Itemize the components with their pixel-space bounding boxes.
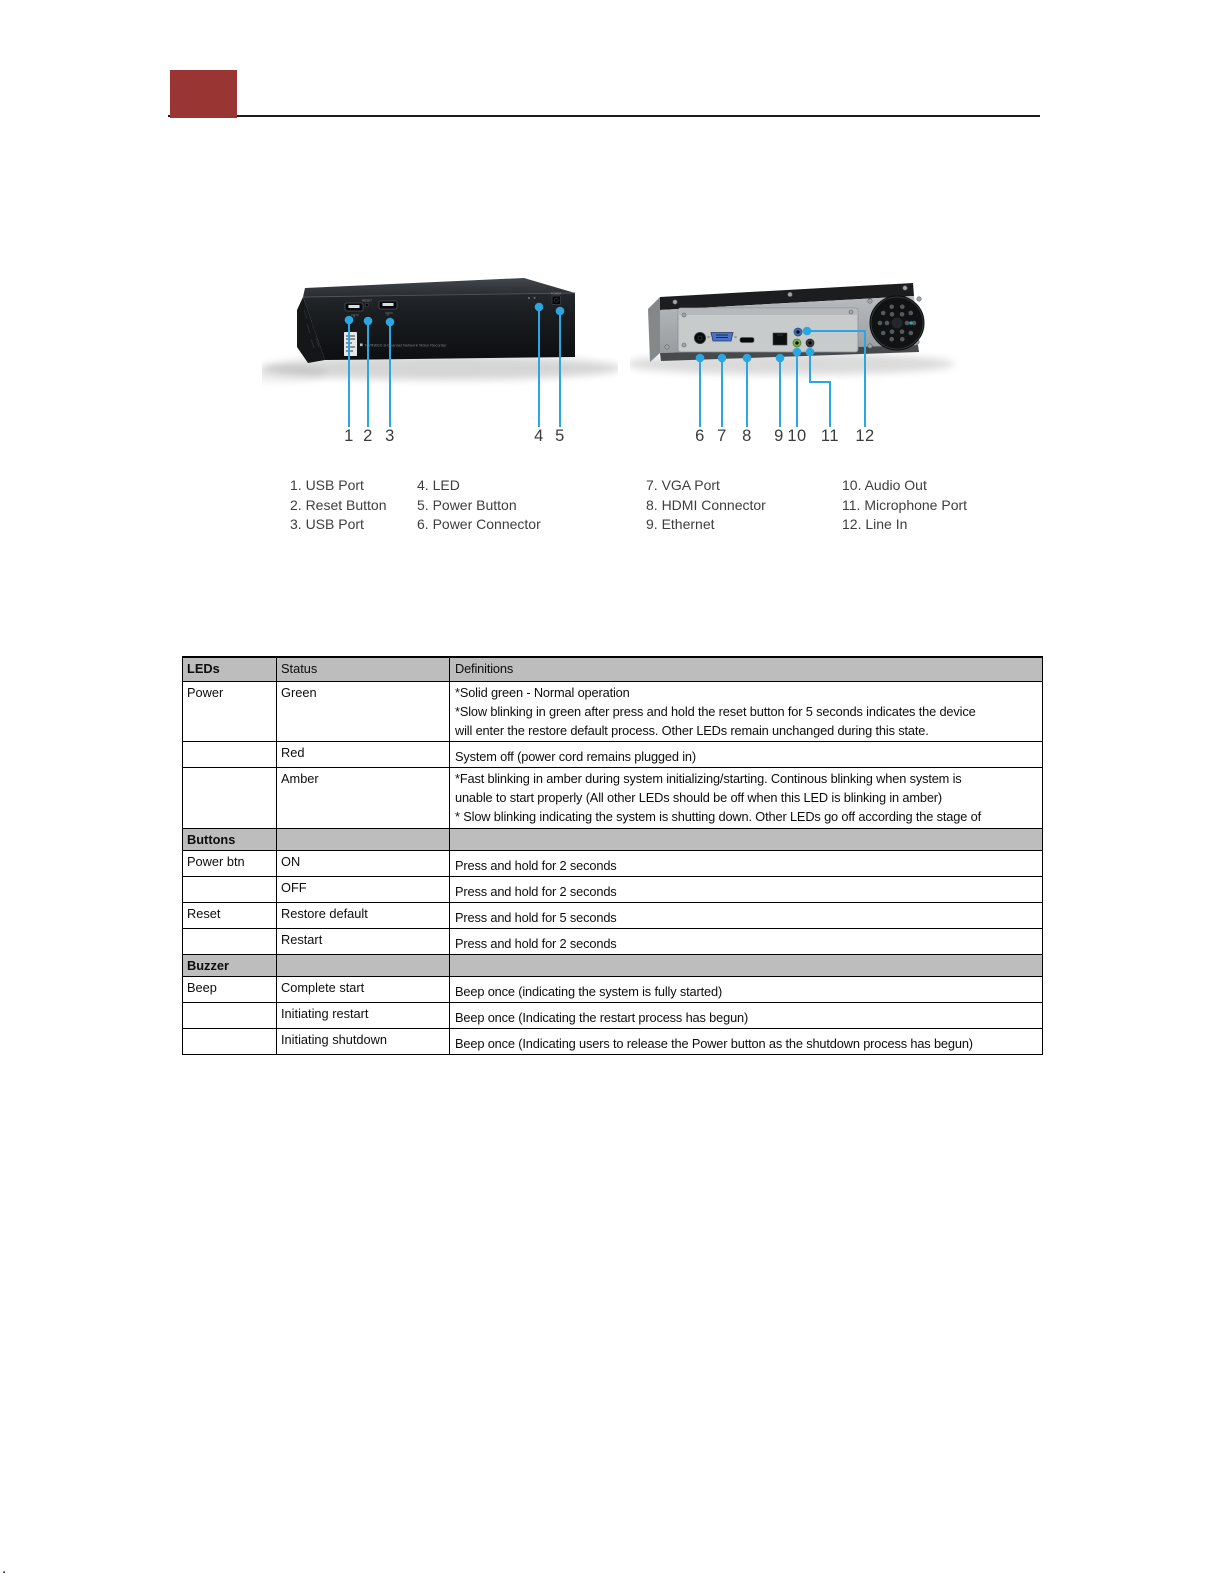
definition-line: Press and hold for 5 seconds (455, 909, 617, 925)
front-view-photo (262, 252, 618, 452)
table-header-row (183, 657, 1043, 681)
table-cell (183, 1028, 277, 1054)
callout-number-5: 5 (555, 427, 565, 445)
legend-column-1 (290, 476, 387, 535)
serial-sticker (344, 332, 357, 356)
front-face (303, 293, 575, 360)
callout-number-10: 10 (787, 427, 807, 445)
table-cell: Buzzer (183, 954, 277, 976)
table-cell (450, 928, 1043, 954)
legend-item: 7. VGA Port (646, 477, 720, 493)
definition-line: * Slow blinking indicating the system is shutting down. Other LEDs go off according the stage of (455, 808, 981, 824)
definition-line: Press and hold for 2 seconds (455, 883, 617, 899)
fan-grille (870, 296, 924, 350)
table-cell (450, 902, 1043, 928)
table-row (183, 902, 1043, 928)
table-cell: Initiating restart (277, 1002, 450, 1028)
table-cell: Complete start (277, 976, 450, 1002)
table-row (183, 681, 1043, 741)
table-cell (183, 741, 277, 767)
line-in-jack (794, 328, 802, 336)
table-row (183, 928, 1043, 954)
header-accent-box (170, 70, 237, 118)
table-cell: Green (277, 681, 450, 741)
callout-number-11: 11 (820, 427, 840, 445)
led-definitions-table (182, 656, 1043, 1055)
power-connector-port (694, 332, 705, 343)
table-cell: Restart (277, 928, 450, 954)
svg-text:NVR8010 8-Channel Network Vi: NVR8010 8-Channel Network Video Recorder (365, 342, 447, 348)
table-row (183, 741, 1043, 767)
legend-item: 12. Line In (842, 516, 908, 533)
legend-item: 8. HDMI Connector (646, 496, 766, 513)
callout-number-7: 7 (717, 427, 727, 445)
table-cell (183, 1002, 277, 1028)
table-row (183, 976, 1043, 1002)
table-row (183, 1028, 1043, 1054)
definition-line: System off (power cord remains plugged in) (455, 748, 696, 764)
callout-number-8: 8 (742, 427, 752, 445)
table-cell: Power (183, 681, 277, 741)
definition-line: *Fast blinking in amber during system initializing/starting. Continous blinking when system is (455, 770, 962, 786)
table-cell: ON (277, 850, 450, 876)
page-corner-dot: . (2, 1560, 7, 1577)
legend-item: 4. LED (417, 477, 460, 493)
table-row (183, 876, 1043, 902)
table-cell: Restore default (277, 902, 450, 928)
table-cell (450, 976, 1043, 1002)
legend-item: 5. Power Button (417, 496, 517, 513)
callout-number-12: 12 (855, 427, 875, 445)
callout-number-1: 1 (344, 427, 354, 445)
table-cell (183, 767, 277, 828)
callout-number-6: 6 (695, 427, 705, 445)
table-header-cell: Definitions (450, 657, 1043, 681)
table-header-cell: Status (277, 657, 450, 681)
table-cell (183, 876, 277, 902)
table-cell (277, 828, 450, 850)
table-cell (183, 928, 277, 954)
legend-item: 6. Power Connector (417, 516, 541, 533)
table-section-row (183, 954, 1043, 976)
table-cell: Power btn (183, 850, 277, 876)
audio-out-jack (793, 339, 801, 347)
table-cell (450, 954, 1043, 976)
table-header-cell: LEDs (183, 657, 277, 681)
table-cell: Buttons (183, 828, 277, 850)
definition-line: Beep once (Indicating users to release the Power button as the shutdown process has begun) (455, 1035, 973, 1051)
callout-number-3: 3 (385, 427, 395, 445)
table-section-row (183, 828, 1043, 850)
legend-item: 2. Reset Button (290, 496, 387, 513)
callout-number-2: 2 (363, 427, 373, 445)
table-cell (450, 681, 1043, 741)
definition-line: Beep once (Indicating the restart process has begun) (455, 1009, 749, 1025)
front-model-label (360, 343, 447, 348)
callout-number-4: 4 (534, 427, 544, 445)
table-row (183, 767, 1043, 828)
microphone-jack (806, 339, 814, 347)
legend-item: 11. Microphone Port (842, 496, 968, 513)
header-rule (168, 115, 1040, 117)
power-button (551, 292, 562, 305)
table-cell: Initiating shutdown (277, 1028, 450, 1054)
table-cell (450, 828, 1043, 850)
rear-view-photo (630, 252, 990, 452)
legend-item: 9. Ethernet (646, 516, 715, 533)
table-cell (450, 1028, 1043, 1054)
legend-item: 3. USB Port (290, 516, 364, 533)
table-cell (450, 767, 1043, 828)
svg-text:RESET: RESET (361, 298, 373, 303)
table-cell (450, 1002, 1043, 1028)
rear-left-face (648, 297, 660, 362)
table-cell: Amber (277, 767, 450, 828)
definition-line: *Solid green - Normal operation (455, 684, 630, 700)
ethernet-port (773, 333, 787, 345)
table-cell (450, 741, 1043, 767)
table-row (183, 850, 1043, 876)
legend-item: 1. USB Port (290, 477, 364, 493)
definition-line: Press and hold for 2 seconds (455, 857, 617, 873)
definition-line: Beep once (indicating the system is fully started) (455, 983, 723, 999)
table-cell: OFF (277, 876, 450, 902)
svg-text:POWER: POWER (550, 291, 562, 296)
hdmi-connector (740, 338, 754, 343)
definition-line: Press and hold for 2 seconds (455, 935, 617, 951)
table-cell: Beep (183, 976, 277, 1002)
callout-number-9: 9 (774, 427, 784, 445)
legend-column-4 (842, 476, 967, 535)
definition-line: *Slow blinking in green after press and hold the reset button for 5 seconds indicates the device (455, 703, 976, 719)
table-row (183, 1002, 1043, 1028)
legend-column-2 (417, 476, 541, 535)
definition-line: will enter the restore default process. Other LEDs remain unchanged during this state. (455, 722, 929, 738)
table-cell (277, 954, 450, 976)
table-cell: Reset (183, 902, 277, 928)
legend-column-3 (646, 476, 766, 535)
definition-line: unable to start properly (All other LEDs should be off when this LED is blinking in amber) (455, 789, 943, 805)
table-cell (450, 850, 1043, 876)
table-cell (450, 876, 1043, 902)
table-cell: Red (277, 741, 450, 767)
legend-item: 10. Audio Out (842, 477, 927, 493)
